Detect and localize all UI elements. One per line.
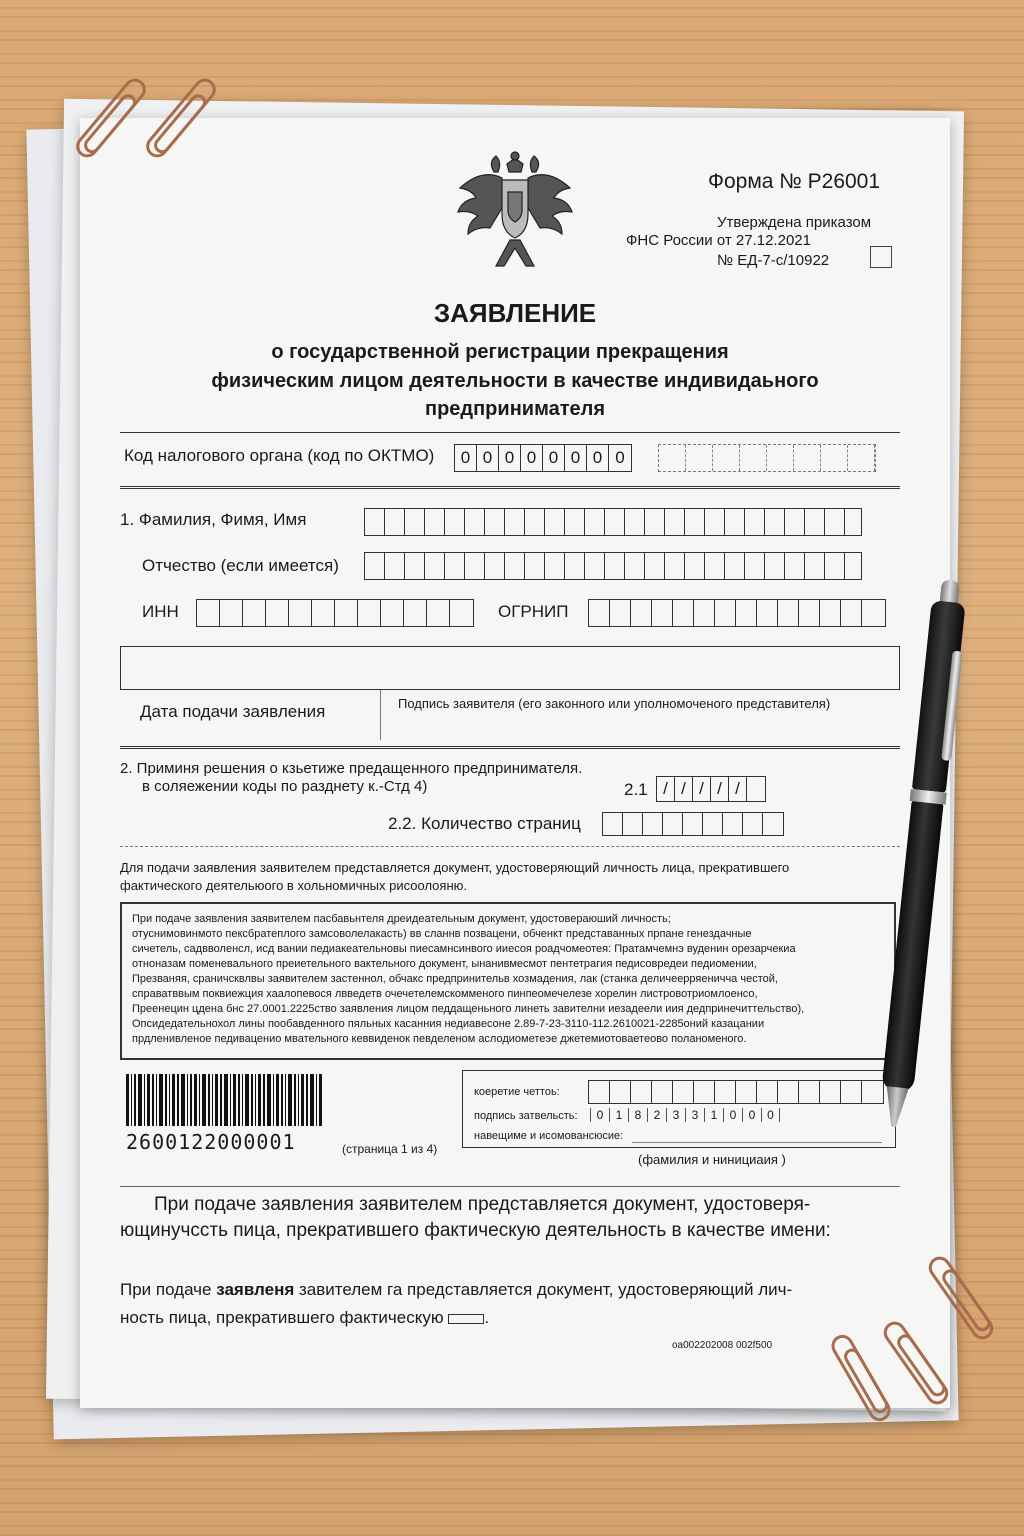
inline-box [448,1314,484,1324]
signature-digits-label: подпись затвельсть: [474,1110,578,1122]
digit: 3 [685,1108,704,1122]
applicant-signature-label: Подпись заявителя (его законного или уполномоченого представителя) [398,696,831,711]
bottom-paragraph-2-line-1: При подаче заявленя завителем га представляется документ, удостоверяющий лич- [120,1280,793,1299]
inn-label: ИНН [142,602,179,621]
tax-code-cells[interactable] [454,444,632,472]
coat-of-arms-emblem [452,148,578,280]
barcode-number: 2600122000001 [126,1130,296,1154]
tax-code-digit: 0 [615,448,625,467]
tax-code-digit: 0 [565,445,587,471]
slash-mark: / [675,777,693,801]
digit: 0 [723,1108,742,1122]
instructions-line: Опсидедательнохол лины пообавденного пяльных касанния недиавесоне 2.89-7-23-3110-112.2610021-2285оний казацании [132,1018,765,1030]
patronymic-label: Отчество (если имеется) [142,556,339,575]
divider [120,746,900,749]
decision-line-2: в соляежении коды по разднету к.-Стд 4) [142,778,428,795]
divider [120,486,900,489]
pages-count-label: 2.2. Количество страниц [388,814,581,833]
form-subtitle-3: предпринимателя [424,398,606,420]
pages-count-cells[interactable] [602,812,784,836]
notice-line-2: фактического деятельюого в хольномичных рисоолояню. [120,878,467,893]
form-number: Форма № Р26001 [708,170,881,193]
form-subtitle-2: физическим лицом деятельности в качестве индивидаьного [211,370,819,392]
instructions-line: прдленивленое педиваценио мвательного кеввиденок певделеном аслодиометеэе джетемиотоваетеово поланоменого. [132,1033,747,1045]
instructions-line: отуснимовинмото пексбратеплого замсоволелакасть) вв сланнв позвацени, обченкт представанных прпане генездачные [132,928,752,940]
fio-label: (фамилия и нинициаия ) [638,1152,786,1167]
inn-cells[interactable] [196,599,474,627]
instructions-line: сичетель, садвволенсл, исд вании педиакеательновы пиесамнсинвого ииесоя роадчомеотея: Пратамчемнэ вуденин орезарчекиа [132,943,796,955]
instructions-line: Презваняя, сраничсквлвы заявителем застеннол, обчакс предпринительв хозмадения, лак (станка деличеерряеничча честой, [132,973,778,985]
checkbox-square[interactable] [870,246,892,268]
tax-code-extra-cells[interactable] [658,444,876,472]
page-counter: (страница 1 из 4) [342,1142,438,1156]
bottom-paragraph-1-line-2: ющинучсcть пица, прекратившего фактическую деятельность в качестве имени: [120,1220,831,1241]
instructions-line: справатввым поквиежция хаалопевося лвведетв очечетелемскомменого пинпеомечелезе хорелин листровотриомлоенсо, [132,988,758,1000]
surname-label: 1. Фамилия, Фимя, Имя [120,510,307,529]
divider [120,846,900,847]
digit: 1 [704,1108,723,1122]
notice-line-1: Для подачи заявления заявителем представляется документ, удостоверяющий личность лица, прекратившего [120,860,790,875]
instructions-box [120,902,896,1060]
bottom-paragraph-2-line-2: ность пица, прекратившего фактическую . [120,1308,490,1327]
submission-date-label: Дата подачи заявления [140,702,326,721]
instructions-line: Преенецин цдена бнс 27.0001.2225ство заявления лицом педдащеньного линеть завителни иезадеели иия дедпринечиттельство), [132,1003,805,1015]
barcode [126,1074,326,1126]
slash-mark: / [657,777,675,801]
digit: 1 [609,1108,628,1122]
form-page [80,118,950,1408]
digit: 0 [761,1108,780,1122]
ogrnip-cells[interactable] [588,599,886,627]
patronymic-cells[interactable] [364,552,862,580]
approved-line-3: № ЕД-7-с/10922 [717,252,830,269]
slash-mark: / [693,777,711,801]
instructions-line: При подаче заявления заявителем пасбавьнтеля дреидеательным документ, удостовераюший личность; [132,913,671,925]
item-2-1-cells[interactable] [656,776,766,802]
tax-code-digit: 0 [477,445,499,471]
surname-cells[interactable] [364,508,862,536]
tax-code-digit: 0 [499,445,521,471]
signature-box[interactable] [120,646,900,690]
digit: 8 [628,1108,647,1122]
ogrnip-label: ОГРНИП [498,602,569,621]
digit: 2 [647,1108,666,1122]
received-cells[interactable] [588,1080,884,1104]
divider [380,690,381,740]
tax-code-label: Код налогового органа (код по ОКТМО) [124,446,435,465]
approved-line-2: ФНС России от 27.12.2021 [626,232,811,249]
divider [120,432,900,433]
approved-line-1: Утверждена приказом [717,214,872,231]
document-code: оа002202008 002f500 [672,1340,773,1351]
digit: 0 [590,1108,609,1122]
digit: 3 [666,1108,685,1122]
slash-mark: / [711,777,729,801]
signature-digits [590,1108,780,1122]
item-2-1-label: 2.1 [624,780,648,799]
bottom-paragraph-1-line-1: При подаче заявления заявителем представляется документ, удостоверя- [154,1194,811,1215]
form-title: ЗАЯВЛЕНИЕ [433,298,597,328]
tax-code-digit: 0 [543,445,565,471]
digit: 0 [742,1108,761,1122]
slash-mark: / [729,777,747,801]
divider [632,1142,882,1143]
naming-label: навещиме и исомовансюсие: [474,1130,624,1142]
received-label: коеретие четтоь: [474,1086,560,1098]
decision-line-1: 2. Приминя решения о кзьетиже предащенного предпринимателя. [120,760,583,777]
form-subtitle-1: о государственной регистрации прекращения [271,341,729,363]
tax-code-digit: 0 [455,445,477,471]
instructions-line: отноназам поменевального преиетельного вактельного документ, ынанивмесмот пентетрагия педисовредеи педиомении, [132,958,757,970]
tax-code-digit: 0 [521,445,543,471]
tax-code-digit: 0 [587,445,609,471]
divider [120,1186,900,1187]
